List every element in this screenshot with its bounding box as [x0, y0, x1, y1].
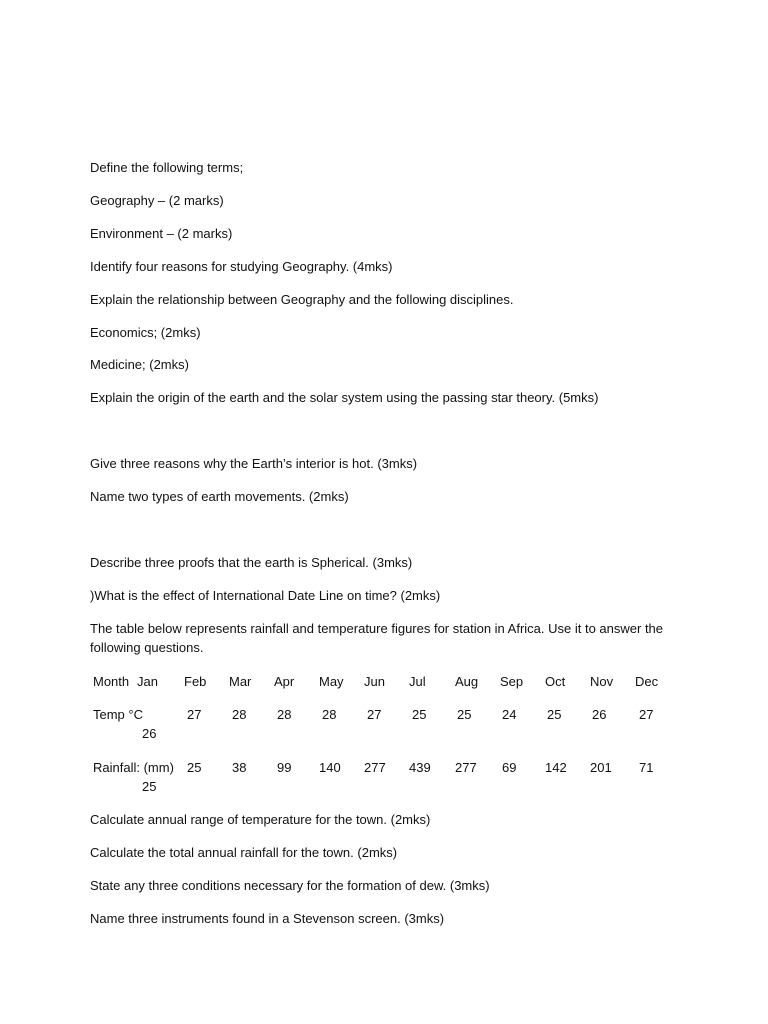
question-relationship: Explain the relationship between Geography and the following disciplines.	[90, 292, 514, 307]
table-rain-mar: 38	[232, 760, 247, 775]
table-temp-feb: 27	[187, 707, 202, 722]
table-temp-dec: 27	[639, 707, 654, 722]
table-month-aug: Aug	[455, 674, 479, 689]
question-economics: Economics; (2mks)	[90, 325, 201, 340]
question-dew: State any three conditions necessary for the formation of dew. (3mks)	[90, 878, 490, 893]
table-rain-may: 140	[319, 760, 341, 775]
table-temp-label: Temp °C	[93, 707, 143, 722]
table-temp-may: 28	[322, 707, 337, 722]
question-earth-movements: Name two types of earth movements. (2mks)	[90, 489, 349, 504]
table-month-oct: Oct	[545, 674, 566, 689]
question-interior-hot: Give three reasons why the Earth’s interior is hot. (3mks)	[90, 456, 418, 471]
table-rain-oct: 142	[545, 760, 567, 775]
table-month-sep: Sep	[500, 674, 524, 689]
table-month-jun: Jun	[364, 674, 385, 689]
table-month-dec: Dec	[635, 674, 659, 689]
question-total-rainfall: Calculate the total annual rainfall for the town. (2mks)	[90, 845, 398, 860]
table-rain-aug: 277	[455, 760, 477, 775]
table-temp-jul: 25	[412, 707, 427, 722]
table-month-jul: Jul	[409, 674, 426, 689]
question-reasons-study: Identify four reasons for studying Geography. (4mks)	[90, 259, 393, 274]
table-rain-jul: 439	[409, 760, 431, 775]
question-table-intro: The table below represents rainfall and temperature figures for station in Africa. Use it to answer the following questions.	[90, 621, 664, 655]
table-temp-apr: 28	[277, 707, 292, 722]
table-rain-apr: 99	[277, 760, 292, 775]
table-rain-sep: 69	[502, 760, 517, 775]
table-month-apr: Apr	[274, 674, 295, 689]
table-rain-label: Rainfall: (mm)	[93, 760, 174, 775]
table-month-jan: Jan	[137, 674, 158, 689]
question-geography: Geography – (2 marks)	[90, 193, 224, 208]
question-date-line: )What is the effect of International Date Line on time? (2mks)	[90, 588, 441, 603]
table-rain-nov: 201	[590, 760, 612, 775]
table-rain-dec: 71	[639, 760, 654, 775]
table-month-nov: Nov	[590, 674, 614, 689]
table-rain-jan: 25	[142, 779, 157, 794]
table-month-mar: Mar	[229, 674, 252, 689]
table-month-may: May	[319, 674, 344, 689]
table-temp-aug: 25	[457, 707, 472, 722]
question-instruments: Name three instruments found in a Stevenson screen. (3mks)	[90, 911, 445, 926]
table-month-feb: Feb	[184, 674, 207, 689]
table-temp-mar: 28	[232, 707, 247, 722]
question-medicine: Medicine; (2mks)	[90, 357, 189, 372]
table-rain-jun: 277	[364, 760, 386, 775]
question-define-terms: Define the following terms;	[90, 160, 244, 175]
table-month-label: Month	[93, 674, 130, 689]
table-temp-jan: 26	[142, 726, 157, 741]
table-temp-sep: 24	[502, 707, 517, 722]
question-environment: Environment – (2 marks)	[90, 226, 233, 241]
table-temp-jun: 27	[367, 707, 382, 722]
question-origin: Explain the origin of the earth and the solar system using the passing star theory. (5mks)	[90, 390, 599, 405]
table-temp-oct: 25	[547, 707, 562, 722]
table-rain-feb: 25	[187, 760, 202, 775]
question-proofs: Describe three proofs that the earth is Spherical. (3mks)	[90, 555, 413, 570]
question-annual-range: Calculate annual range of temperature for the town. (2mks)	[90, 812, 431, 827]
table-temp-nov: 26	[592, 707, 607, 722]
